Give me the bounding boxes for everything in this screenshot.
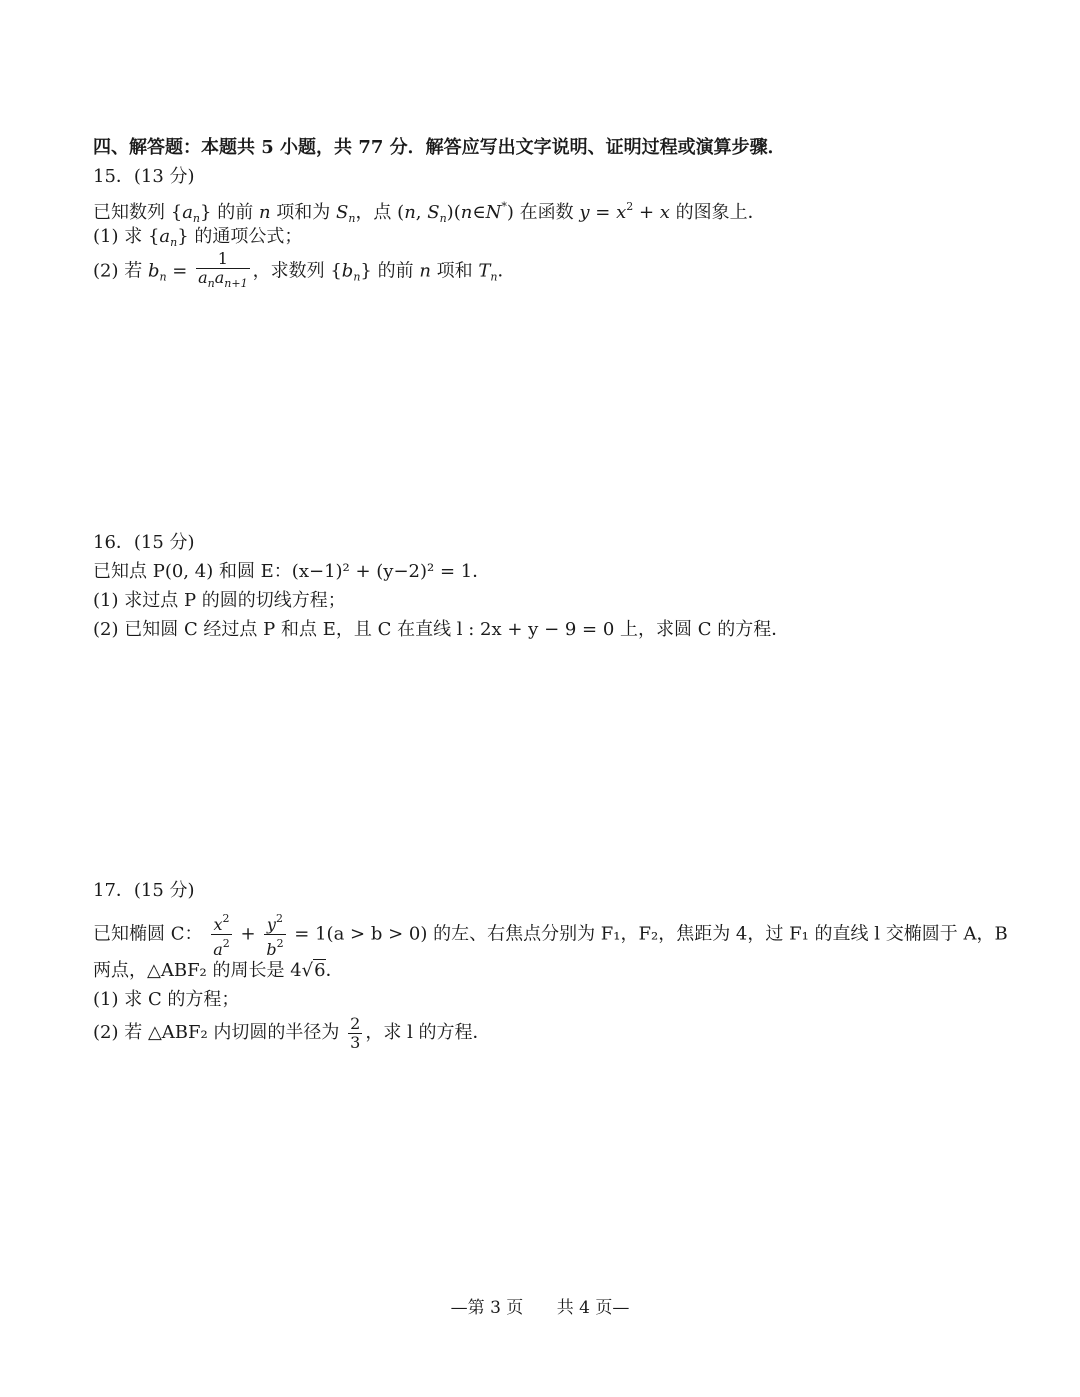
problem-17-part-1: (1) 求 C 的方程；	[93, 989, 240, 1010]
page-total: 共 4 页—	[556, 1298, 630, 1318]
section-header: 四、解答题：本题共 5 小题，共 77 分．解答应写出文字说明、证明过程或演算步骤．	[93, 137, 786, 158]
fraction-x-over-a: $\frac{x^2}{a^2}$	[213, 912, 230, 959]
problem-15-part-2: (2) 若 $b_n$ = $\frac{1}{a_na_{n+1}}$ ，求数列 $\{b_n\}$ 的前 n 项和 $T_n$．	[93, 250, 516, 298]
stem-text: 在函数	[519, 202, 574, 223]
page-number: —第 3 页	[450, 1298, 524, 1318]
stem-text: 的图象上．	[675, 202, 766, 223]
stem-text: 项和为	[276, 202, 331, 223]
problem-16-heading: 16．(15 分)	[93, 532, 195, 553]
problem-16-part-2: (2) 已知圆 C 经过点 P 和点 E，且 C 在直线 l : 2x + y − 9 = 0 上，求圆 C 的方程．	[93, 619, 790, 640]
sqrt-radicand: 6	[314, 960, 326, 981]
stem-text: ，点	[355, 202, 392, 223]
problem-15-part-1: (1) 求 $\{a_n\}$ 的通项公式；	[93, 226, 303, 249]
problem-16-stem: 已知点 P(0, 4) 和圆 E：(x−1)² + (y−2)² = 1．	[93, 561, 491, 582]
fraction-bn: $\frac{1}{a_na_{n+1}}$	[196, 250, 250, 293]
stem-text: 已知数列	[93, 202, 165, 223]
fraction-y-over-b: $\frac{y^2}{b^2}$	[266, 912, 284, 959]
problem-16-part-1: (1) 求过点 P 的圆的切线方程；	[93, 590, 346, 611]
problem-17-stem-line-2: 两点，△ABF₂ 的周长是 4√6．	[93, 960, 344, 981]
problem-17-part-2: (2) 若 △ABF₂ 内切圆的半径为 $\frac{2}{3}$ ，求 l 的方程．	[93, 1013, 491, 1052]
fraction-radius: $\frac{2}{3}$	[350, 1013, 361, 1052]
problem-15-heading: 15．(13 分)	[93, 166, 195, 187]
problem-17-heading: 17．(15 分)	[93, 880, 195, 901]
problem-15-stem: 已知数列 $\{a_n\}$ 的前 n 项和为 $S_n$，点 (n, $S_n)(n\in N^*)$ 在函数 $y = x^2 + x$ 的图象上．	[93, 200, 766, 225]
problem-17-stem-line-1: 已知椭圆 C： $\frac{x^2}{a^2}$ + $\frac{y^2}{b^2}$ = 1(a > b > 0) 的左、右焦点分别为 F₁，F₂，焦距为 4，过 F₁ 的直线 l 交椭圆于 A，B	[93, 912, 1008, 959]
stem-text: 的前	[217, 202, 254, 223]
page-footer	[0, 1297, 1080, 1319]
